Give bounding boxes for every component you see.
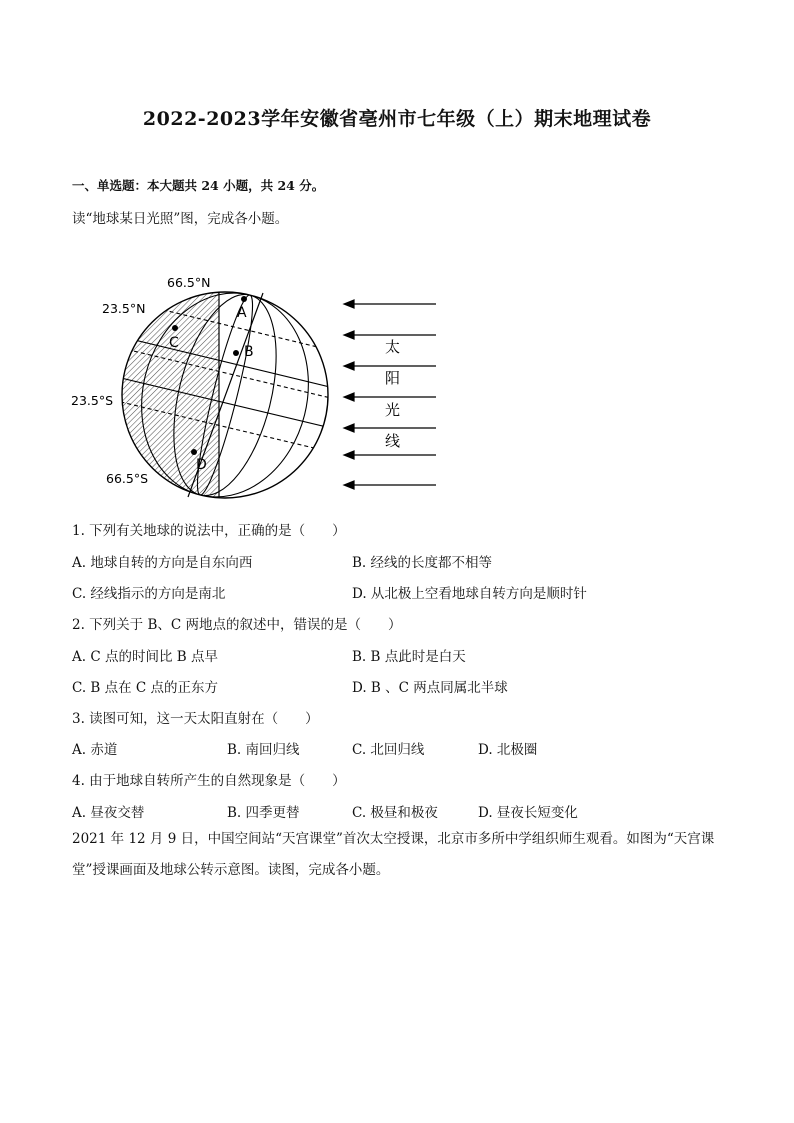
question-4-option-d: D. 昼夜长短变化 [478,805,578,821]
question-1-option-d: D. 从北极上空看地球自转方向是顺时针 [352,586,587,602]
passage-text: 2021 年 12 月 9 日，中国空间站“天宫课堂”首次太空授课，北京市多所中学组织师生观看。如图为“天宫课堂”授课画面及地球公转示意图。读图，完成各小题。 [72,831,715,878]
label-23-5n: 23.5°N [102,301,146,316]
question-3-option-b: B. 南回归线 [227,742,300,758]
point-d-dot [191,449,197,455]
question-1-option-b: B. 经线的长度都不相等 [352,555,493,571]
label-a: A [237,305,247,321]
sunlight-char-3: 光 [385,401,401,419]
label-d: D [196,457,207,473]
sunlight-char-1: 太 [385,338,401,356]
question-3-option-c: C. 北回归线 [352,742,425,758]
page-title: 2022-2023学年安徽省亳州市七年级（上）期末地理试卷 [142,108,652,130]
label-b: B [244,344,254,360]
question-3-stem: 3. 读图可知，这一天太阳直射在（ ） [72,711,319,727]
question-2-option-a: A. C 点的时间比 B 点早 [72,649,218,665]
point-b-dot [233,350,239,356]
sunlight-char-4: 线 [385,432,401,450]
question-1-option-c: C. 经线指示的方向是南北 [72,586,226,602]
sunlight-arrows [344,300,436,489]
question-3-option-d: D. 北极圈 [478,742,538,758]
question-2-stem: 2. 下列关于 B、C 两地点的叙述中，错误的是（ ） [72,617,402,633]
question-4-stem: 4. 由于地球自转所产生的自然现象是（ ） [72,773,346,789]
label-23-5s: 23.5°S [71,393,114,408]
label-66-5s: 66.5°S [106,471,149,486]
question-3-option-a: A. 赤道 [72,742,118,758]
earth-illumination-figure [60,265,460,505]
question-4-option-a: A. 昼夜交替 [72,805,145,821]
label-c: C [169,335,179,351]
intro-text: 读“地球某日光照”图，完成各小题。 [72,211,289,227]
point-a-dot [241,296,247,302]
sunlight-char-2: 阳 [385,369,401,387]
question-4-option-c: C. 极昼和极夜 [352,805,438,821]
section-heading: 一、单选题：本大题共 24 小题，共 24 分。 [72,178,325,193]
question-2-option-c: C. B 点在 C 点的正东方 [72,680,219,696]
question-2-option-d: D. B 、C 两点同属北半球 [352,680,508,696]
question-1-option-a: A. 地球自转的方向是自东向西 [72,555,253,571]
label-66-5n: 66.5°N [167,275,211,290]
question-1-stem: 1. 下列有关地球的说法中，正确的是（ ） [72,523,346,539]
question-4-option-b: B. 四季更替 [227,805,300,821]
point-c-dot [172,325,178,331]
question-2-option-b: B. B 点此时是白天 [352,649,466,665]
